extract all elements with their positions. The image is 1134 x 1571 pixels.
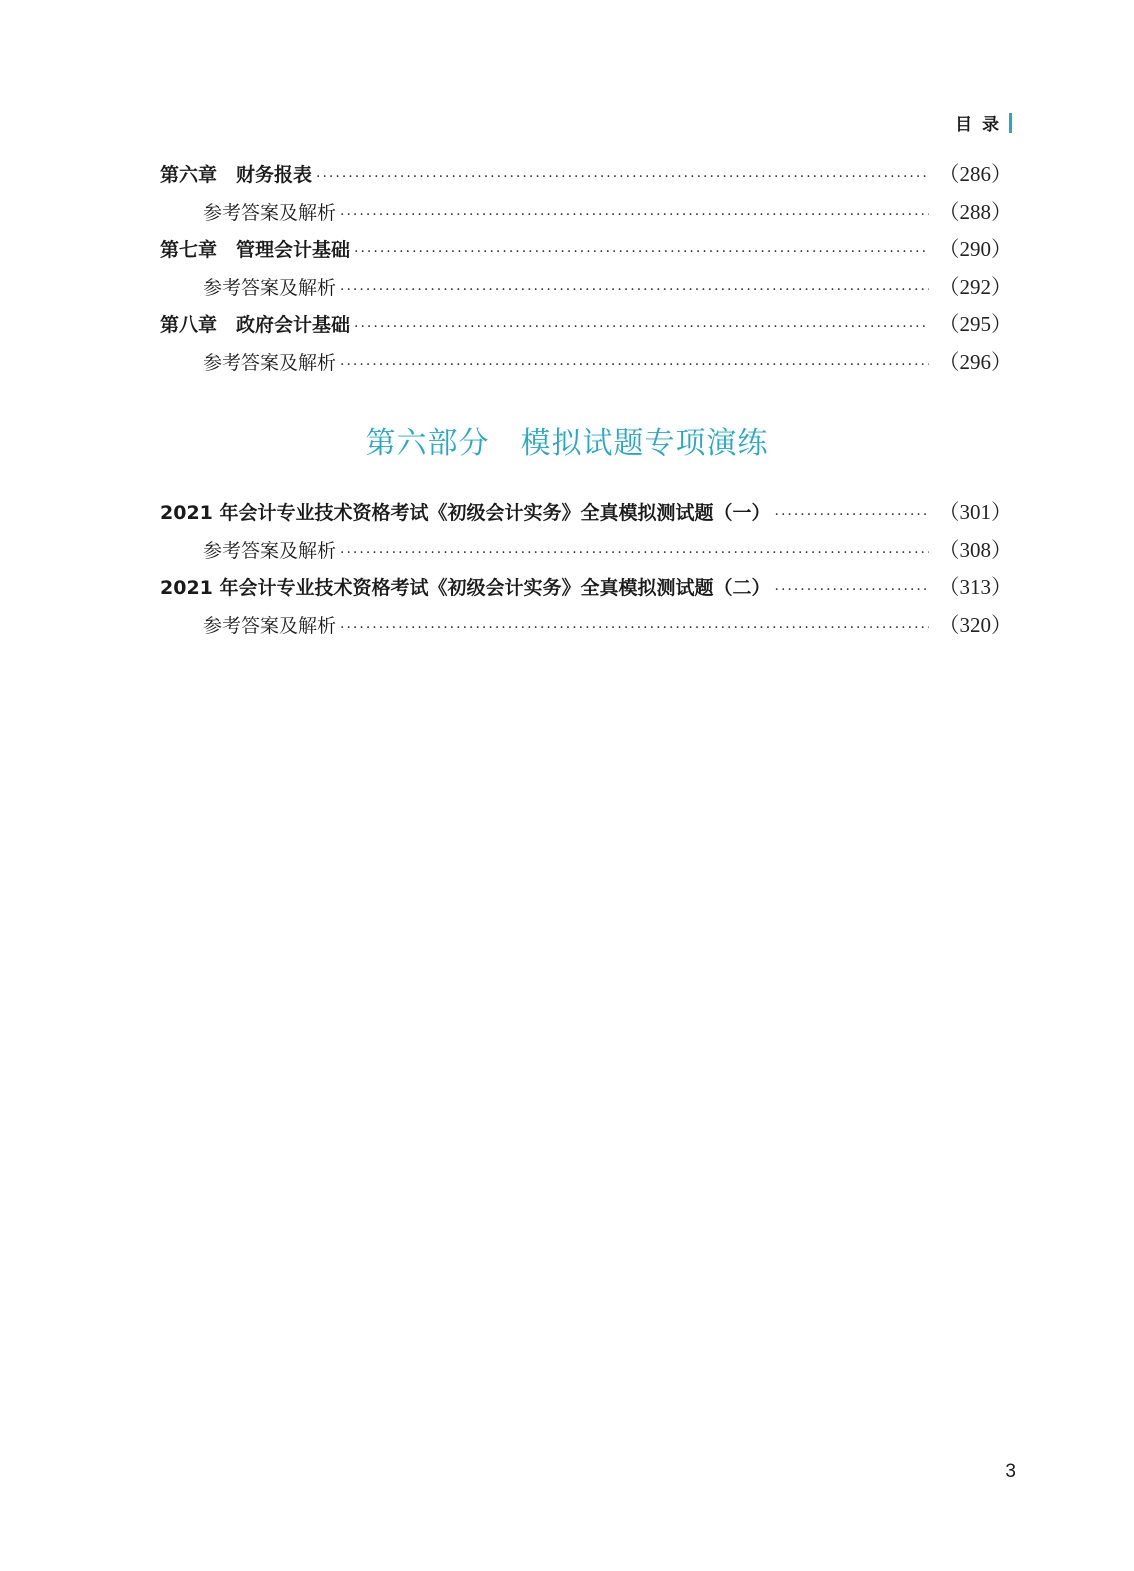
toc-dot-leader [316, 169, 928, 185]
toc-entry[interactable] [160, 233, 1012, 271]
toc-dot-leader [354, 244, 928, 260]
running-header-title: 目 录 [955, 115, 1001, 135]
toc-entry-label: 参考答案及解析 [203, 201, 337, 224]
toc-entry-label: 第六章 财务报表 [160, 164, 313, 186]
section-title: 第六部分 模拟试题专项演练 [365, 426, 769, 461]
toc-entry[interactable] [160, 534, 1012, 572]
toc-entry-label: 第八章 政府会计基础 [160, 314, 351, 336]
toc-entry[interactable] [160, 308, 1012, 346]
toc-dot-leader [775, 582, 929, 598]
toc-entry[interactable] [160, 571, 1012, 609]
toc-entry-page: （296） [938, 349, 1012, 374]
toc-entry-page: （308） [938, 537, 1012, 562]
toc-entry-label: 参考答案及解析 [203, 351, 337, 374]
toc-entry-page: （295） [938, 312, 1012, 336]
toc-entry[interactable] [160, 609, 1012, 647]
toc-dot-leader [775, 507, 929, 523]
toc-entry-label: 参考答案及解析 [203, 276, 337, 299]
toc-entry[interactable] [160, 346, 1012, 384]
toc-entry-page: （290） [938, 237, 1012, 261]
toc-entry-page: （301） [938, 500, 1012, 524]
toc-entry-label: 参考答案及解析 [203, 539, 337, 562]
toc-dot-leader [340, 545, 928, 561]
toc-list-part6 [160, 496, 1012, 646]
toc-entry-label: 2021 年会计专业技术资格考试《初级会计实务》全真模拟测试题（二） [160, 577, 771, 599]
toc-entry-label: 参考答案及解析 [203, 614, 337, 637]
page-number: 3 [1005, 1461, 1016, 1482]
toc-entry[interactable] [160, 271, 1012, 309]
toc-entry-label: 2021 年会计专业技术资格考试《初级会计实务》全真模拟测试题（一） [160, 502, 771, 524]
toc-entry[interactable] [160, 158, 1012, 196]
running-header [955, 110, 1012, 135]
toc-entry-label: 第七章 管理会计基础 [160, 239, 351, 261]
toc-list-part5 [160, 158, 1012, 383]
toc-entry-page: （288） [938, 199, 1012, 224]
toc-dot-leader [354, 319, 928, 335]
toc-dot-leader [340, 357, 928, 373]
toc-entry-page: （313） [938, 575, 1012, 599]
toc-entry-page: （286） [938, 162, 1012, 186]
toc-entry-page: （320） [938, 612, 1012, 637]
toc-entry-page: （292） [938, 274, 1012, 299]
toc-entry[interactable] [160, 196, 1012, 234]
toc-entry[interactable] [160, 496, 1012, 534]
toc-dot-leader [340, 207, 928, 223]
toc-dot-leader [340, 620, 928, 636]
toc-dot-leader [340, 282, 928, 298]
header-accent-bar [1009, 113, 1012, 133]
